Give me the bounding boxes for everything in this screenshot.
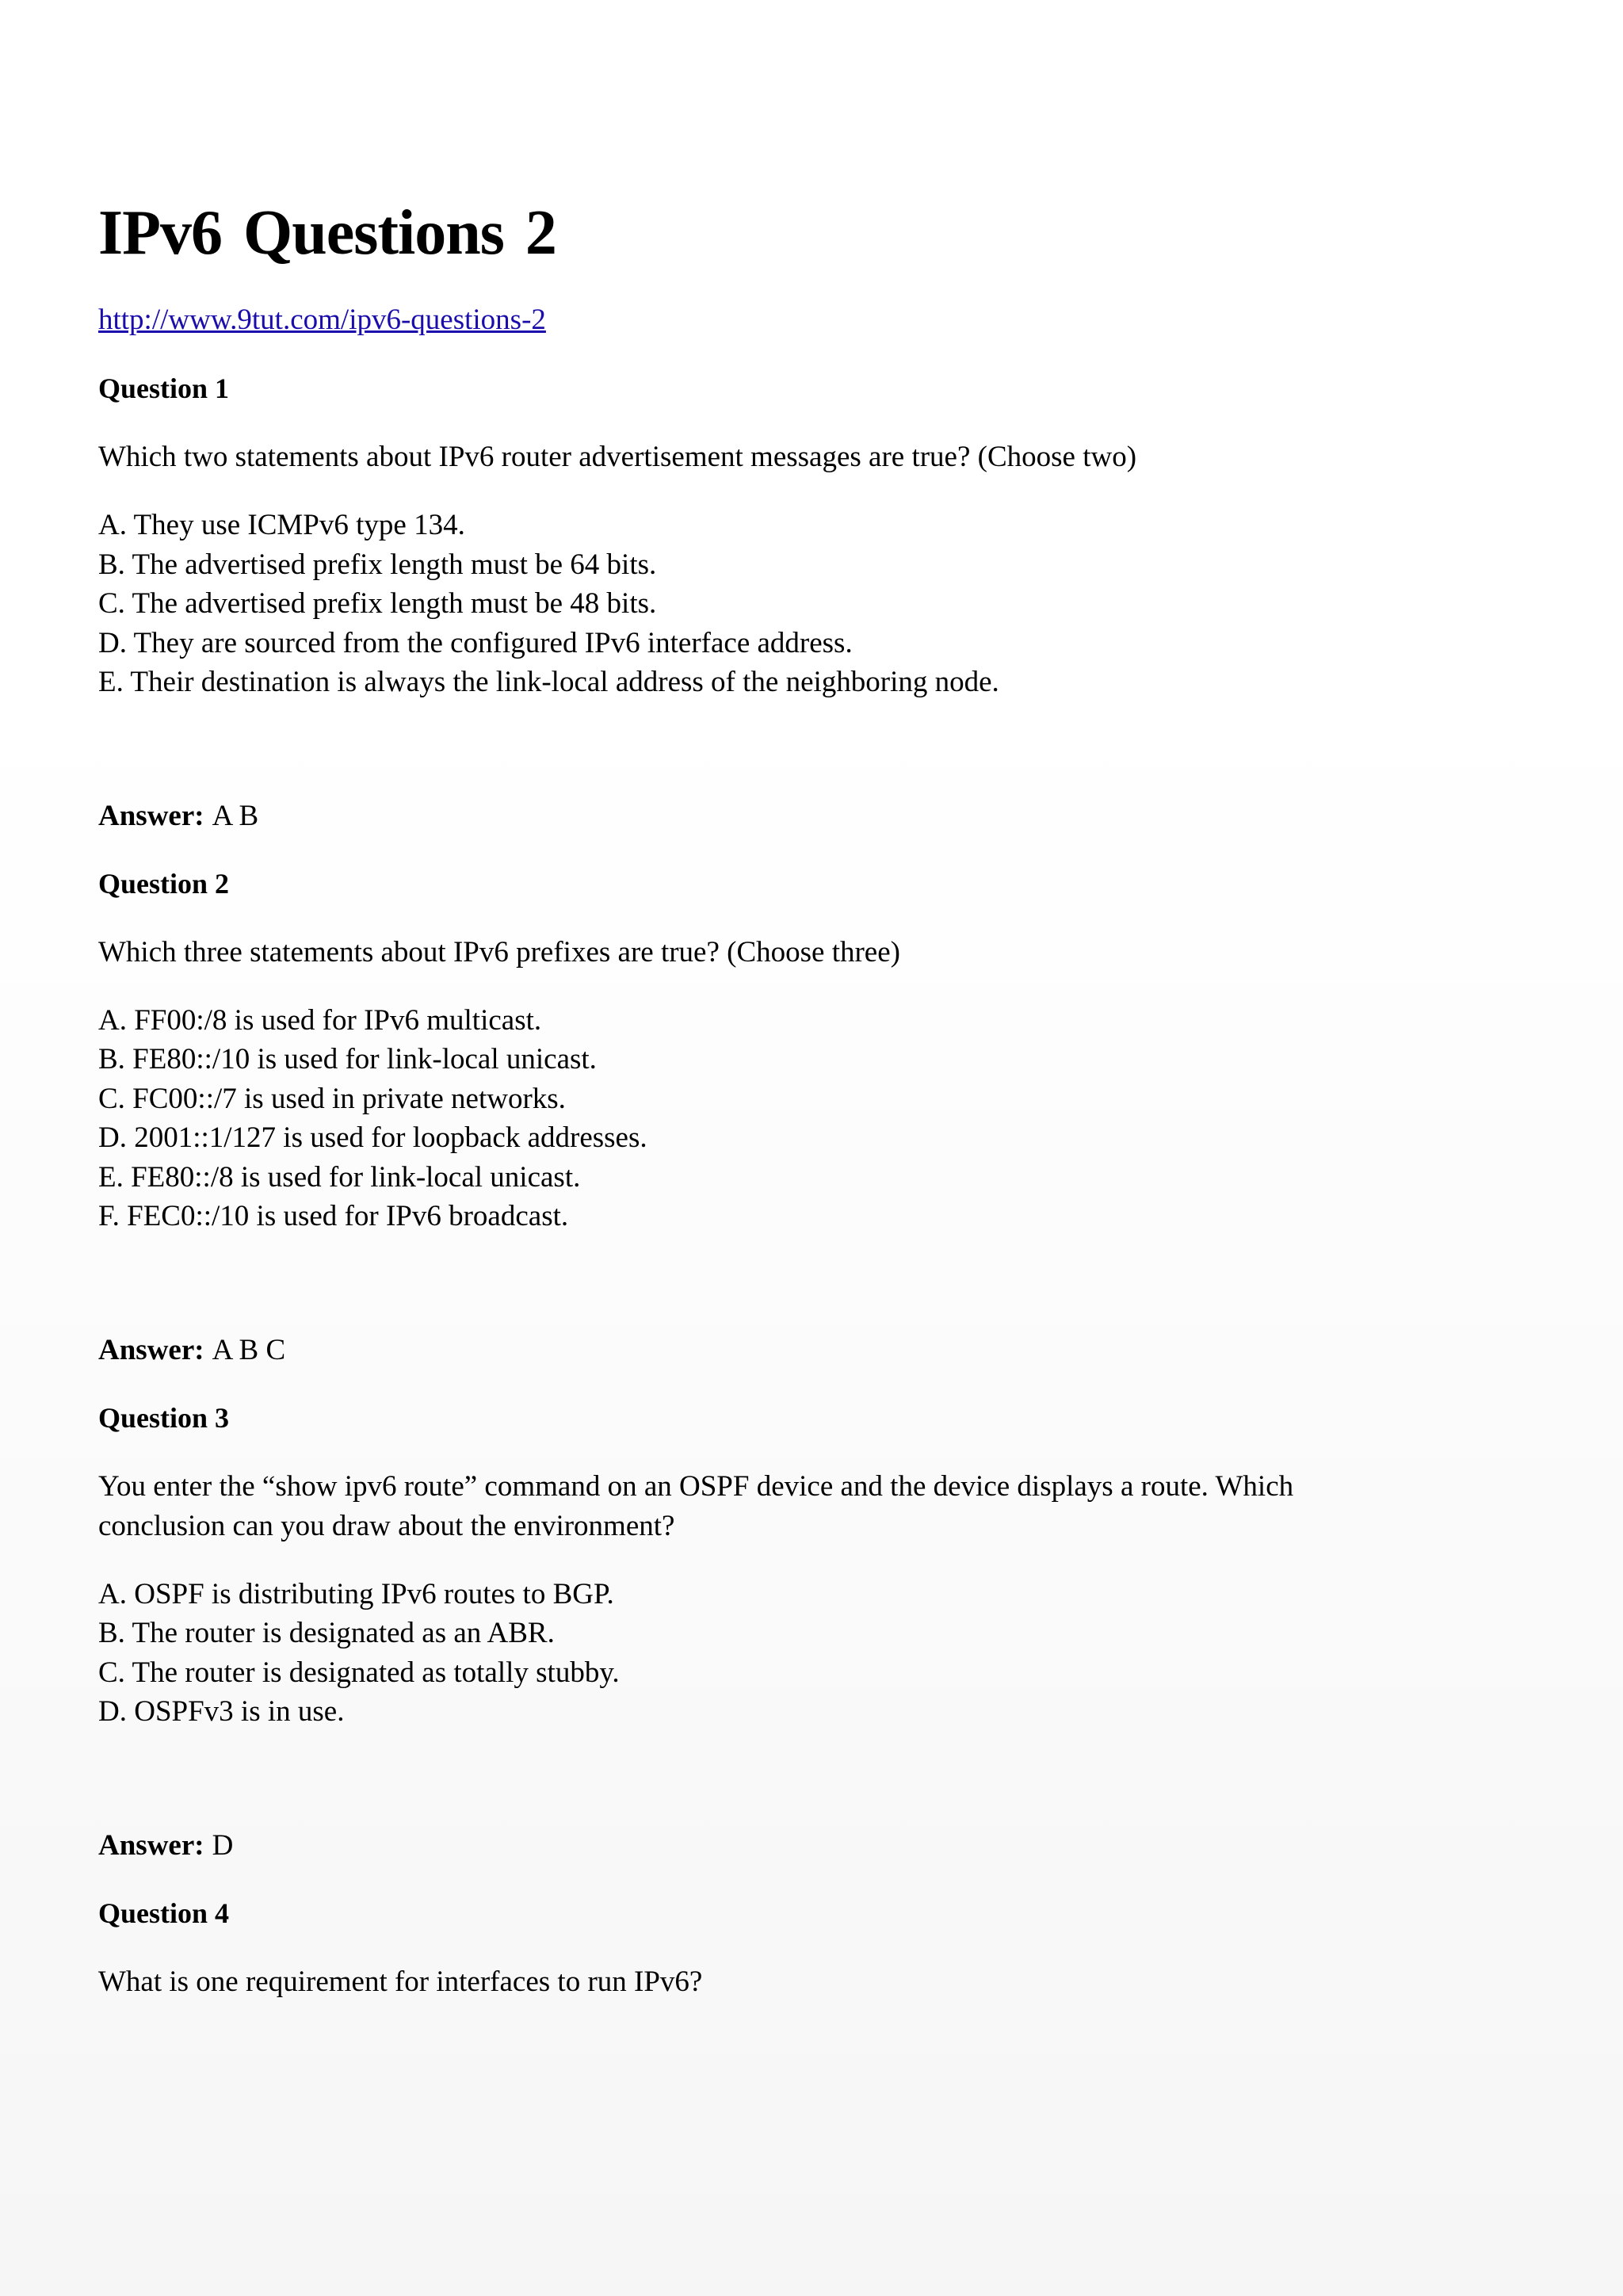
option-e: E. Their destination is always the link-local address of the neighboring node. bbox=[98, 666, 999, 698]
question-text: Which three statements about IPv6 prefixes are true? (Choose three) bbox=[98, 935, 900, 968]
answer-line bbox=[98, 799, 1366, 834]
question-heading: Question 3 bbox=[98, 1401, 230, 1434]
document-content bbox=[98, 197, 1366, 2002]
question-heading: Question 2 bbox=[98, 867, 230, 900]
answer-label: Answer: bbox=[98, 799, 204, 832]
option-e: E. FE80::/8 is used for link-local unicast. bbox=[98, 1160, 581, 1194]
question-2 bbox=[98, 866, 1366, 1368]
question-heading: Question 1 bbox=[98, 372, 230, 404]
option-a: A. OSPF is distributing IPv6 routes to BGP. bbox=[98, 1577, 614, 1610]
answer-line bbox=[98, 1333, 1366, 1368]
answer-options bbox=[98, 1575, 1366, 1732]
question-text: What is one requirement for interfaces to run IPv6? bbox=[98, 1965, 703, 1998]
question-heading: Question 4 bbox=[98, 1897, 230, 1929]
answer-label: Answer: bbox=[98, 1828, 204, 1862]
source-link[interactable]: http://www.9tut.com/ipv6-questions-2 bbox=[98, 304, 546, 336]
question-1 bbox=[98, 371, 1366, 834]
option-a: A. FF00:/8 is used for IPv6 multicast. bbox=[98, 1003, 542, 1037]
answer-value: A B bbox=[212, 799, 259, 832]
option-c: C. The router is designated as totally stubby. bbox=[98, 1656, 620, 1689]
option-b: B. The advertised prefix length must be 64 bits. bbox=[98, 548, 657, 581]
option-c: C. FC00::/7 is used in private networks. bbox=[98, 1082, 566, 1115]
answer-options bbox=[98, 1001, 1366, 1236]
option-d: D. They are sourced from the configured IPv6 interface address. bbox=[98, 626, 853, 659]
answer-value: D bbox=[212, 1828, 234, 1862]
option-b: B. The router is designated as an ABR. bbox=[98, 1617, 555, 1649]
question-text: Which two statements about IPv6 router advertisement messages are true? (Choose two) bbox=[98, 441, 1137, 473]
option-d: D. OSPFv3 is in use. bbox=[98, 1695, 345, 1728]
answer-label: Answer: bbox=[98, 1333, 204, 1366]
answer-line bbox=[98, 1828, 1366, 1863]
option-d: D. 2001::1/127 is used for loopback addresses. bbox=[98, 1121, 647, 1154]
option-b: B. FE80::/10 is used for link-local unicast. bbox=[98, 1043, 597, 1075]
answer-options bbox=[98, 506, 1366, 702]
question-text: You enter the “show ipv6 route” command on an OSPF device and the device displays a route. Which conclusion can you draw about the environment? bbox=[98, 1469, 1294, 1542]
option-a: A. They use ICMPv6 type 134. bbox=[98, 509, 465, 541]
question-4 bbox=[98, 1896, 1366, 2002]
question-3 bbox=[98, 1400, 1366, 1863]
option-c: C. The advertised prefix length must be 48 bits. bbox=[98, 587, 657, 620]
answer-value: A B C bbox=[212, 1333, 286, 1366]
page-title: IPv6 Questions 2 bbox=[98, 198, 556, 268]
option-f: F. FEC0::/10 is used for IPv6 broadcast. bbox=[98, 1200, 569, 1232]
